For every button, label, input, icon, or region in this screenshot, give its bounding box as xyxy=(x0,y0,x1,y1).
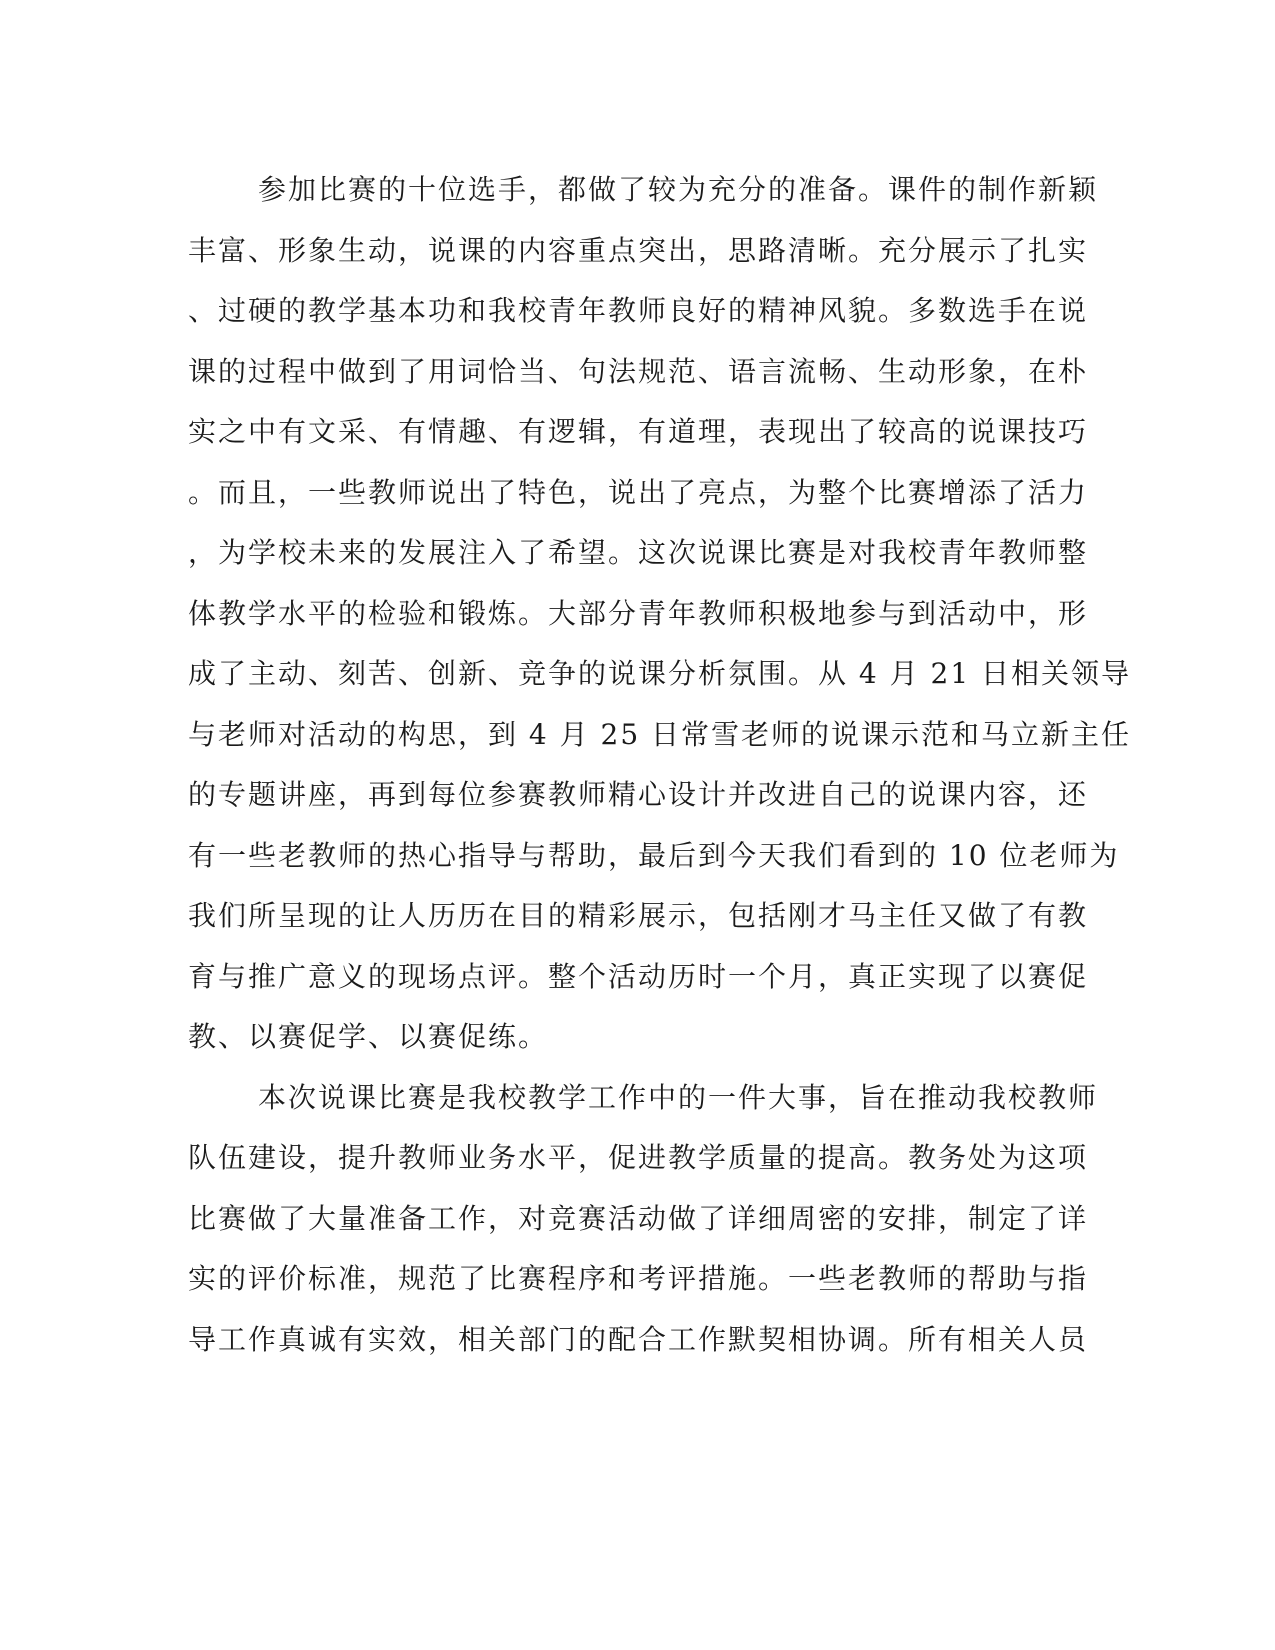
paragraph-1-line: 与老师对活动的构思，到 4 月 25 日常雪老师的说课示范和马立新主任 xyxy=(188,717,1132,751)
paragraph-1-line: 的专题讲座，再到每位参赛教师精心设计并改进自己的说课内容，还 xyxy=(188,778,1089,811)
paragraph-1-line: 参加比赛的十位选手，都做了较为充分的准备。课件的制作新颖 xyxy=(258,173,1099,206)
paragraph-1-line: 我们所呈现的让人历历在目的精彩展示，包括刚才马主任又做了有教 xyxy=(188,899,1089,932)
paragraph-1-line: ，为学校未来的发展注入了希望。这次说课比赛是对我校青年教师整 xyxy=(188,536,1089,569)
paragraph-1-line: 。而且，一些教师说出了特色，说出了亮点，为整个比赛增添了活力 xyxy=(188,475,1089,509)
paragraph-1-line: 有一些老教师的热心指导与帮助，最后到今天我们看到的 10 位老师为 xyxy=(188,838,1120,872)
paragraph-1-line: 育与推广意义的现场点评。整个活动历时一个月，真正实现了以赛促 xyxy=(188,959,1089,993)
paragraph-2-line: 本次说课比赛是我校教学工作中的一件大事，旨在推动我校教师 xyxy=(258,1080,1099,1114)
paragraph-2-line: 比赛做了大量准备工作，对竞赛活动做了详细周密的安排，制定了详 xyxy=(188,1201,1089,1235)
paragraph-2-line: 导工作真诚有实效，相关部门的配合工作默契相协调。所有相关人员 xyxy=(188,1322,1089,1356)
paragraph-1-line: 教、以赛促学、以赛促练。 xyxy=(188,1020,549,1053)
paragraph-1-line: 丰富、形象生动，说课的内容重点突出，思路清晰。充分展示了扎实 xyxy=(188,233,1089,267)
paragraph-1-line: 课的过程中做到了用词恰当、句法规范、语言流畅、生动形象，在朴 xyxy=(188,354,1089,388)
paragraph-1-line: 成了主动、刻苦、创新、竞争的说课分析氛围。从 4 月 21 日相关领导 xyxy=(188,657,1132,690)
document-body xyxy=(188,160,1132,1370)
paragraph-2-line: 队伍建设，提升教师业务水平，促进教学质量的提高。教务处为这项 xyxy=(188,1141,1089,1174)
paragraph-1-line: 实之中有文采、有情趣、有逻辑，有道理，表现出了较高的说课技巧 xyxy=(188,415,1089,448)
paragraph-1-line: 、过硬的教学基本功和我校青年教师良好的精神风貌。多数选手在说 xyxy=(188,294,1089,327)
paragraph-1-line: 体教学水平的检验和锻炼。大部分青年教师积极地参与到活动中，形 xyxy=(188,596,1089,630)
paragraph-2-line: 实的评价标准，规范了比赛程序和考评措施。一些老教师的帮助与指 xyxy=(188,1262,1089,1295)
